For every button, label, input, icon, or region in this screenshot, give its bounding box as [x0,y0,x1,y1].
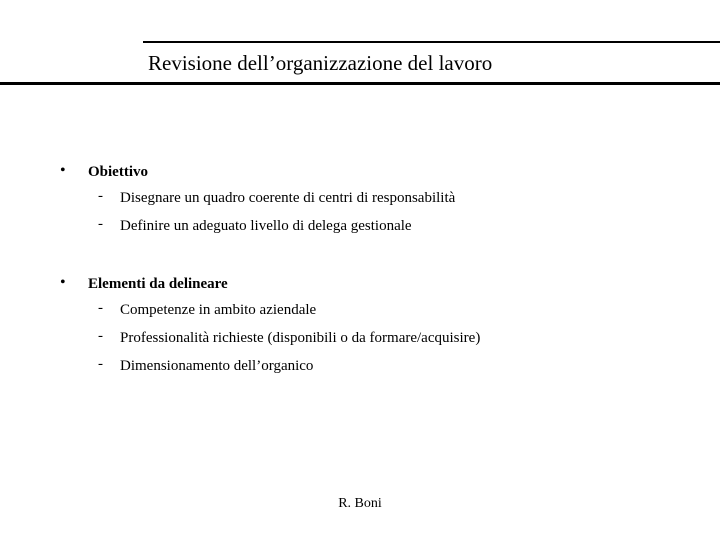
sub-bullet-marker: - [98,328,103,344]
sub-bullet-item [0,212,720,240]
title-rule-top [143,41,720,43]
bullet-item [0,272,720,296]
sub-bullet-text: Professionalità richieste (disponibili o da formare/acquisire) [120,330,481,346]
sub-bullet-marker: - [98,188,103,204]
bullet-heading: Obiettivo [88,164,148,180]
footer-author: R. Boni [338,496,382,511]
bullet-marker: • [60,162,66,179]
sub-bullet-item [0,352,720,380]
sub-bullet-text: Disegnare un quadro coerente di centri di responsabilità [120,190,456,206]
slide-title: Revisione dell’organizzazione del lavoro [148,51,493,75]
sub-bullet-item [0,184,720,212]
sub-bullet-text: Definire un adeguato livello di delega gestionale [120,218,412,234]
sub-bullet-marker: - [98,300,103,316]
sub-bullet-text: Dimensionamento dell’organico [120,358,314,374]
bullet-item [0,160,720,184]
bullet-marker: • [60,274,66,291]
section-obiettivo [0,160,720,240]
sub-bullet-item [0,324,720,352]
sub-bullet-marker: - [98,216,103,232]
section-elementi [0,272,720,380]
sub-bullet-marker: - [98,356,103,372]
title-rule-bottom [0,82,720,85]
bullet-heading: Elementi da delineare [88,276,228,292]
sub-bullet-item [0,296,720,324]
sub-bullet-text: Competenze in ambito aziendale [120,302,317,318]
